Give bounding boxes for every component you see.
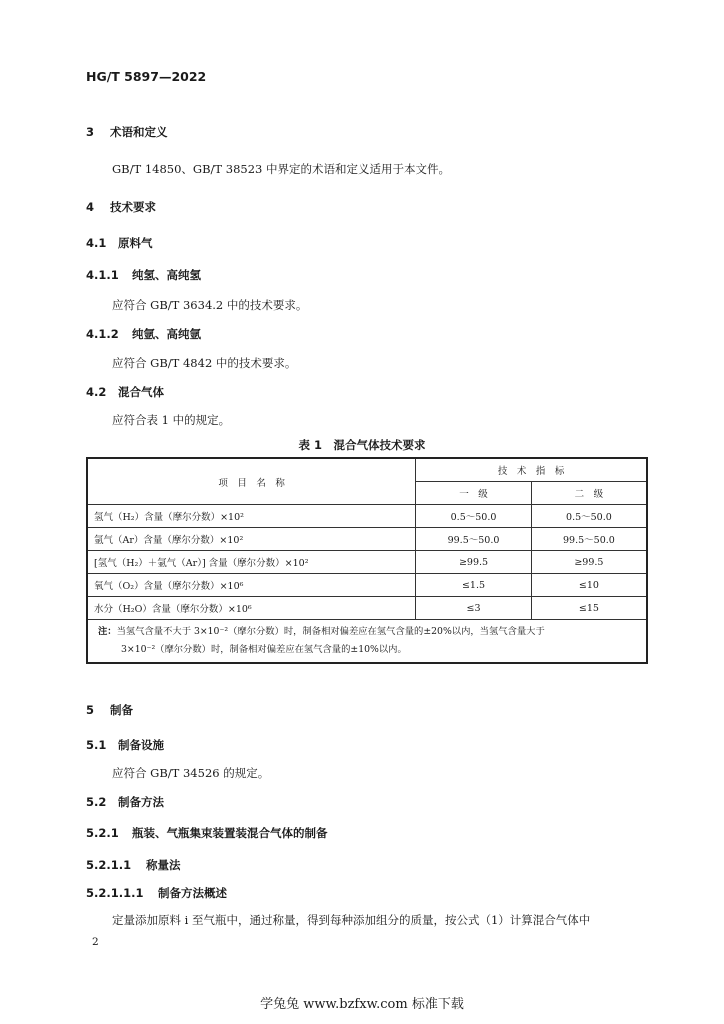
section-5-2-1-1-heading: [86, 857, 181, 873]
section-5-2-1-1-1-text: 定量添加原料 i 至气瓶中，通过称量，得到每种添加组分的质量，按公式（1）计算混合气体中: [112, 913, 591, 927]
row-item: 水分（H₂O）含量（摩尔分数）×10⁶: [87, 597, 416, 620]
page-number: 2: [92, 936, 99, 948]
row-grade-2: ≥99.5: [531, 551, 647, 574]
section-number: 5.2.1.1: [86, 858, 132, 872]
table-row: [87, 505, 647, 528]
section-4-2-text: 应符合表 1 中的规定。: [112, 413, 231, 427]
table-note: [87, 620, 647, 664]
technical-requirements-table: [86, 457, 648, 664]
section-number: 4.1: [86, 236, 107, 250]
section-5-heading: [86, 702, 133, 718]
row-grade-1: ≤1.5: [416, 574, 532, 597]
table-row: [87, 551, 647, 574]
header-item-name: 项 目 名 称: [87, 458, 416, 505]
header-grade-2: 二 级: [531, 482, 647, 505]
section-title: 制备设施: [118, 738, 164, 752]
section-5-2-1-heading: [86, 825, 328, 841]
note-label: 注：: [98, 626, 117, 637]
section-5-2-heading: [86, 794, 164, 810]
row-grade-2: 99.5～50.0: [531, 528, 647, 551]
section-number: 4.1.1: [86, 268, 119, 282]
section-5-1-text: 应符合 GB/T 34526 的规定。: [112, 766, 270, 780]
row-grade-1: 99.5～50.0: [416, 528, 532, 551]
section-4-2-heading: [86, 384, 164, 400]
note-line-1: 当氢气含量不大于 3×10⁻²（摩尔分数）时，制备相对偏差应在氢气含量的±20%以内，当氢气含量大于: [116, 626, 545, 637]
header-grade-1: 一 级: [416, 482, 532, 505]
section-4-1-1-heading: [86, 267, 201, 283]
section-5-2-1-1-1-heading: [86, 885, 227, 901]
header-technical-index: 技 术 指 标: [416, 458, 647, 482]
section-title: 称量法: [146, 858, 181, 872]
section-title: 制备方法概述: [158, 886, 227, 900]
row-grade-1: ≥99.5: [416, 551, 532, 574]
row-item: 氧气（O₂）含量（摩尔分数）×10⁶: [87, 574, 416, 597]
table-row: [87, 574, 647, 597]
section-3-text: GB/T 14850、GB/T 38523 中界定的术语和定义适用于本文件。: [112, 162, 450, 176]
section-number: 5.2: [86, 795, 107, 809]
row-grade-1: 0.5～50.0: [416, 505, 532, 528]
row-grade-2: ≤15: [531, 597, 647, 620]
section-title: 制备方法: [118, 795, 164, 809]
section-4-heading: [86, 199, 156, 215]
section-title: 原料气: [118, 236, 153, 250]
section-4-1-1-text: 应符合 GB/T 3634.2 中的技术要求。: [112, 298, 308, 312]
section-number: 5: [86, 703, 95, 717]
section-number: 5.2.1.1.1: [86, 886, 144, 900]
section-number: 4.2: [86, 385, 107, 399]
table-note-row: [87, 620, 647, 664]
table-header-row: [87, 458, 647, 482]
section-3-heading: [86, 124, 168, 140]
section-number: 3: [86, 125, 95, 139]
document-id-header: HG/T 5897—2022: [86, 69, 207, 84]
row-grade-2: ≤10: [531, 574, 647, 597]
row-item: [氢气（H₂）＋氩气（Ar）] 含量（摩尔分数）×10²: [87, 551, 416, 574]
note-line-2: 3×10⁻²（摩尔分数）时，制备相对偏差应在氢气含量的±10%以内。: [121, 644, 407, 655]
section-4-1-heading: [86, 235, 153, 251]
section-4-1-2-text: 应符合 GB/T 4842 中的技术要求。: [112, 356, 297, 370]
section-title: 技术要求: [110, 200, 156, 214]
section-title: 混合气体: [118, 385, 164, 399]
section-title: 制备: [110, 703, 133, 717]
table-caption: 表 1 混合气体技术要求: [298, 438, 426, 452]
section-number: 5.1: [86, 738, 107, 752]
row-item: 氩气（Ar）含量（摩尔分数）×10²: [87, 528, 416, 551]
section-title: 术语和定义: [110, 125, 168, 139]
table-row: [87, 597, 647, 620]
section-title: 纯氩、高纯氩: [132, 327, 201, 341]
section-number: 4: [86, 200, 95, 214]
section-number: 5.2.1: [86, 826, 119, 840]
row-grade-2: 0.5～50.0: [531, 505, 647, 528]
row-grade-1: ≤3: [416, 597, 532, 620]
watermark-footer: 学兔兔 www.bzfxw.com 标准下载: [260, 997, 464, 1012]
section-number: 4.1.2: [86, 327, 119, 341]
section-5-1-heading: [86, 737, 164, 753]
section-title: 纯氢、高纯氢: [132, 268, 201, 282]
section-4-1-2-heading: [86, 326, 201, 342]
section-title: 瓶装、气瓶集束装置装混合气体的制备: [132, 826, 328, 840]
table-row: [87, 528, 647, 551]
row-item: 氢气（H₂）含量（摩尔分数）×10²: [87, 505, 416, 528]
